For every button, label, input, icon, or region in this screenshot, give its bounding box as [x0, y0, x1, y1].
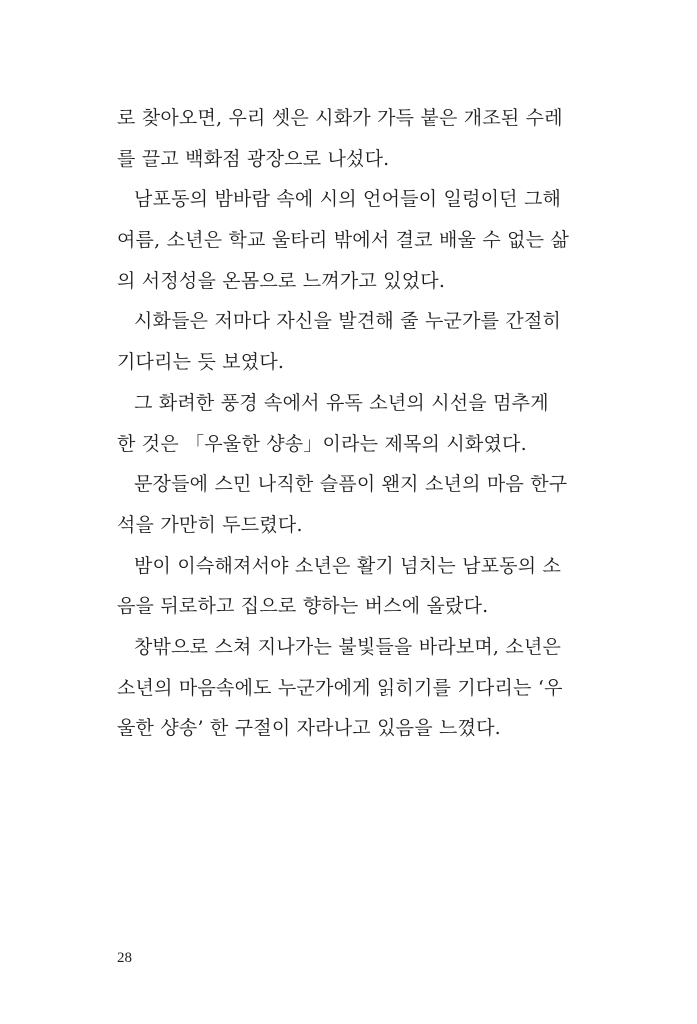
text-line: 남포동의 밤바람 속에 시의 언어들이 일렁이던 그해 — [134, 188, 562, 211]
text-line: 그 화려한 풍경 속에서 유독 소년의 시선을 멈추게 — [134, 391, 549, 414]
text-line: 의 서정성을 온몸으로 느껴가고 있었다. — [117, 269, 446, 292]
text-line: 시화들은 저마다 자신을 발견해 줄 누군가를 간절히 — [134, 310, 562, 333]
text-line: 여름, 소년은 학교 울타리 밖에서 결코 배울 수 없는 삶 — [117, 229, 570, 252]
text-line: 기다리는 듯 보였다. — [117, 351, 285, 374]
text-line: 음을 뒤로하고 집으로 향하는 버스에 올랐다. — [117, 595, 489, 618]
text-line: 한 것은 「우울한 샹송」이라는 제목의 시화였다. — [117, 432, 527, 455]
body-text — [117, 98, 570, 749]
text-line: 창밖으로 스쳐 지나가는 불빛들을 바라보며, 소년은 — [134, 635, 562, 658]
text-line: 소년의 마음속에도 누군가에게 읽히기를 기다리는 ‘우 — [117, 676, 563, 699]
text-line: 울한 샹송’ 한 구절이 자라나고 있음을 느꼈다. — [117, 717, 501, 740]
text-line: 밤이 이슥해져서야 소년은 활기 넘치는 남포동의 소 — [134, 554, 562, 577]
page-number: 28 — [117, 950, 132, 966]
text-line: 석을 가만히 두드렸다. — [117, 513, 303, 536]
text-line: 를 끌고 백화점 광장으로 나섰다. — [117, 147, 390, 170]
text-line: 로 찾아오면, 우리 셋은 시화가 가득 붙은 개조된 수레 — [117, 107, 563, 129]
text-line: 문장들에 스민 나직한 슬픔이 왠지 소년의 마음 한구 — [134, 473, 568, 496]
